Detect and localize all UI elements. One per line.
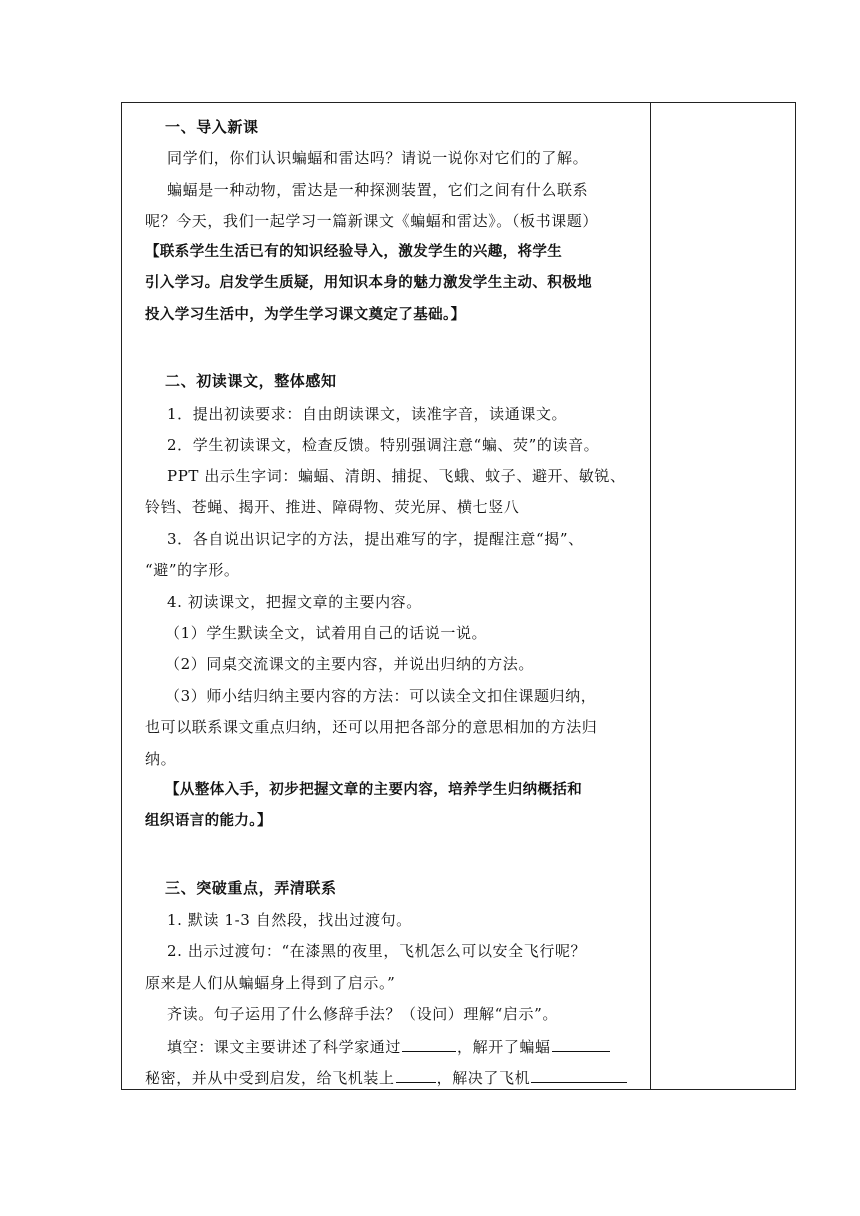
- section1-paragraph: 呢？今天，我们一起学习一篇新课文《蝙蝠和雷达》。（板书课题）: [145, 212, 599, 230]
- fill-text: 秘密，并从中受到启发，给飞机装上: [145, 1069, 395, 1087]
- section2-heading: 二、初读课文，整体感知: [165, 372, 337, 390]
- section3-heading: 三、突破重点，弄清联系: [165, 879, 337, 897]
- section2-vocab: PPT 出示生字词：蝙蝠、清朗、捕捉、飞蛾、蚊子、避开、敏锐、: [167, 467, 626, 485]
- section1-paragraph: 蝙蝠是一种动物，雷达是一种探测装置，它们之间有什么联系: [167, 181, 589, 199]
- section2-item: 3．各自说出识记字的方法，提出难写的字，提醒注意“揭”、: [167, 530, 584, 548]
- section2-item: 2．学生初读课文，检查反馈。特别强调注意“蝙、荧”的读音。: [167, 436, 600, 454]
- section3-fill-in: [145, 1067, 628, 1088]
- section1-heading: 一、导入新课: [165, 118, 259, 136]
- answer-blank[interactable]: [402, 1036, 456, 1052]
- fill-text: ，解开了蝙蝠: [457, 1038, 551, 1056]
- answer-blank[interactable]: [552, 1036, 610, 1052]
- fill-text: ，解决了飞机: [436, 1069, 531, 1087]
- answer-blank[interactable]: [396, 1067, 436, 1083]
- answer-blank[interactable]: [531, 1067, 627, 1083]
- section3-item: 1. 默读 1-3 自然段，找出过渡句。: [167, 911, 412, 929]
- section2-note: 组织语言的能力。】: [145, 813, 272, 829]
- section2-subitem: 也可以联系课文重点归纳，还可以用把各部分的意思相加的方法归: [145, 718, 598, 736]
- table-column-divider: [650, 102, 651, 1090]
- section2-subitem: 纳。: [145, 750, 177, 768]
- section3-item: 原来是人们从蝙蝠身上得到了启示。”: [145, 974, 396, 992]
- section3-question: 齐读。句子运用了什么修辞手法？（设问）理解“启示”。: [167, 1005, 558, 1023]
- section3-item: 2. 出示过渡句：“在漆黑的夜里，飞机怎么可以安全飞行呢？: [167, 942, 587, 960]
- section2-note: 【从整体入手，初步把握文章的主要内容，培养学生归纳概括和: [165, 782, 583, 798]
- section2-subitem: （2）同桌交流课文的主要内容，并说出归纳的方法。: [165, 655, 534, 673]
- section1-note: 【联系学生生活已有的知识经验导入，激发学生的兴趣，将学生: [145, 244, 563, 260]
- section1-paragraph: 同学们，你们认识蝙蝠和雷达吗？请说一说你对它们的了解。: [167, 149, 589, 167]
- section1-note: 投入学习生活中，为学生学习课文奠定了基础。】: [145, 307, 466, 323]
- section2-subitem: （1）学生默读全文，试着用自己的话说一说。: [165, 624, 488, 642]
- section2-item: “避”的字形。: [145, 561, 240, 579]
- section2-item: 4. 初读课文，把握文章的主要内容。: [167, 593, 422, 611]
- section1-note: 引入学习。启发学生质疑，用知识本身的魅力激发学生主动、积极地: [145, 275, 592, 291]
- section2-vocab: 铃铛、苍蝇、揭开、推进、障碍物、荧光屏、横七竖八: [145, 498, 520, 516]
- fill-text: 填空：课文主要讲述了科学家通过: [167, 1038, 402, 1056]
- section2-item: 1．提出初读要求：自由朗读课文，读准字音，读通课文。: [167, 405, 568, 423]
- section3-fill-in: [167, 1036, 611, 1057]
- section2-subitem: （3）师小结归纳主要内容的方法：可以读全文扣住课题归纳，: [165, 687, 597, 705]
